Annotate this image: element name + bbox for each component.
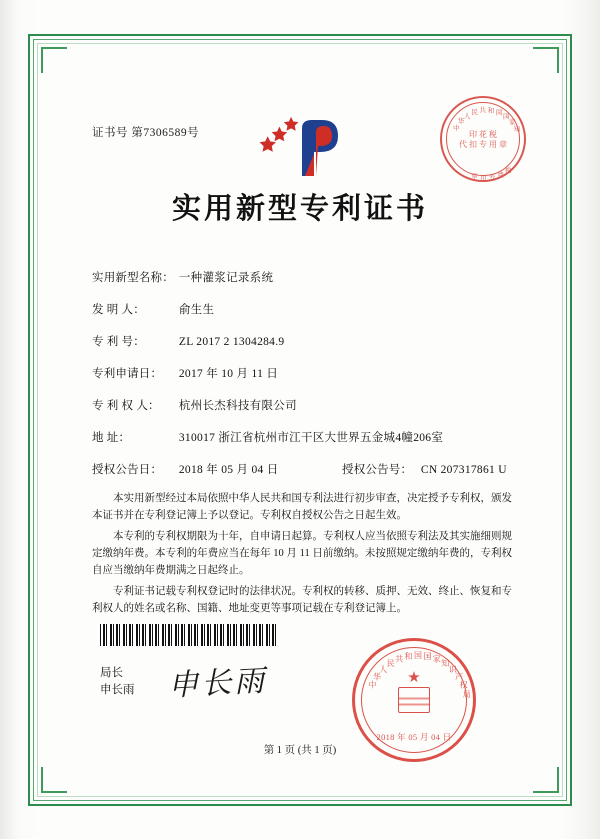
field-row-patentee <box>92 390 512 422</box>
legal-paragraph-2: 本专利的专利权期限为十年，自申请日起算。专利权人应当依照专利法及其实施细则规定缴纳年费。本专利的年费应当在每年 10 月 11 日前缴纳。未按照规定缴纳年费的，专利权自应当缴纳年费期满之日起终止。 <box>92 531 512 576</box>
signature-title <box>100 665 135 699</box>
grant-date-label: 授权公告日： <box>92 464 163 476</box>
signature-title-line-1: 局长 <box>100 667 123 679</box>
seal-center-text: 印 花 税 代 扣 专 用 章 <box>459 130 507 149</box>
certificate-number: 证书号 第7306589号 <box>92 127 200 139</box>
grant-date-value: 2018 年 05 月 04 日 <box>178 464 279 476</box>
field-label: 专 利 权 人： <box>92 400 160 412</box>
legal-paragraph-1: 本实用新型经过本局依照中华人民共和国专利法进行初步审查，决定授予专利权，颁发本证书并在专利登记簿上予以登记。专利权自授权公告之日起生效。 <box>92 493 512 521</box>
grant-number-value: CN 207317861 U <box>420 464 507 476</box>
field-row-address <box>92 422 512 454</box>
field-row-grant-announcement <box>92 454 512 486</box>
field-row-inventor <box>92 294 512 326</box>
signature-title-line-2: 申长雨 <box>100 684 135 696</box>
corner-ornament-top-right <box>533 47 559 73</box>
field-label: 地 址： <box>92 432 131 444</box>
field-label: 专利申请日： <box>92 368 163 380</box>
field-label: 实用新型名称： <box>92 272 174 284</box>
seal-arc-text: 中 华 人 民 共 和 国 国 家 知 识 产 权 局 <box>368 651 471 699</box>
field-row-utility-model-name <box>92 262 512 294</box>
legal-text-block <box>92 490 512 621</box>
grant-number-label: 授权公告号： <box>342 464 413 476</box>
cnipa-logo-icon <box>258 110 350 182</box>
field-row-application-date <box>92 358 512 390</box>
corner-ornament-top-left <box>41 47 67 73</box>
field-value: 310017 浙江省杭州市江干区大世界五金城4幢206室 <box>178 432 444 444</box>
page-title: 实用新型专利证书 <box>171 193 428 225</box>
field-list <box>92 262 512 486</box>
field-row-patent-number <box>92 326 512 358</box>
field-value: 杭州长杰科技有限公司 <box>178 400 297 412</box>
field-label: 专 利 号： <box>92 336 145 348</box>
corner-ornament-bottom-right <box>533 767 559 793</box>
field-label: 发 明 人： <box>92 304 145 316</box>
seal-arc-top-text: 中 华 人 民 共 和 国 国 家 知 税 费 专 用 章 <box>452 107 521 182</box>
field-value: 俞生生 <box>178 304 215 316</box>
tax-stamp-seal <box>440 96 526 182</box>
field-value: ZL 2017 2 1304284.9 <box>178 336 285 348</box>
field-value: 2017 年 10 月 11 日 <box>178 368 279 380</box>
handwritten-signature: 申长雨 <box>167 664 268 703</box>
barcode <box>100 624 276 646</box>
field-value: 一种灌浆记录系统 <box>178 272 274 284</box>
corner-ornament-bottom-left <box>41 767 67 793</box>
seal-date: 2018 年 05 月 04 日 <box>376 732 452 742</box>
star-icon: ★ <box>407 670 421 686</box>
page-footer: 第 1 页 (共 1 页) <box>263 745 337 756</box>
legal-paragraph-3: 专利证书记载专利权登记时的法律状况。专利权的转移、质押、无效、终止、恢复和专利权人的姓名或名称、国籍、地址变更等事项记载在专利登记簿上。 <box>92 586 512 614</box>
grant-number-group <box>342 454 507 486</box>
